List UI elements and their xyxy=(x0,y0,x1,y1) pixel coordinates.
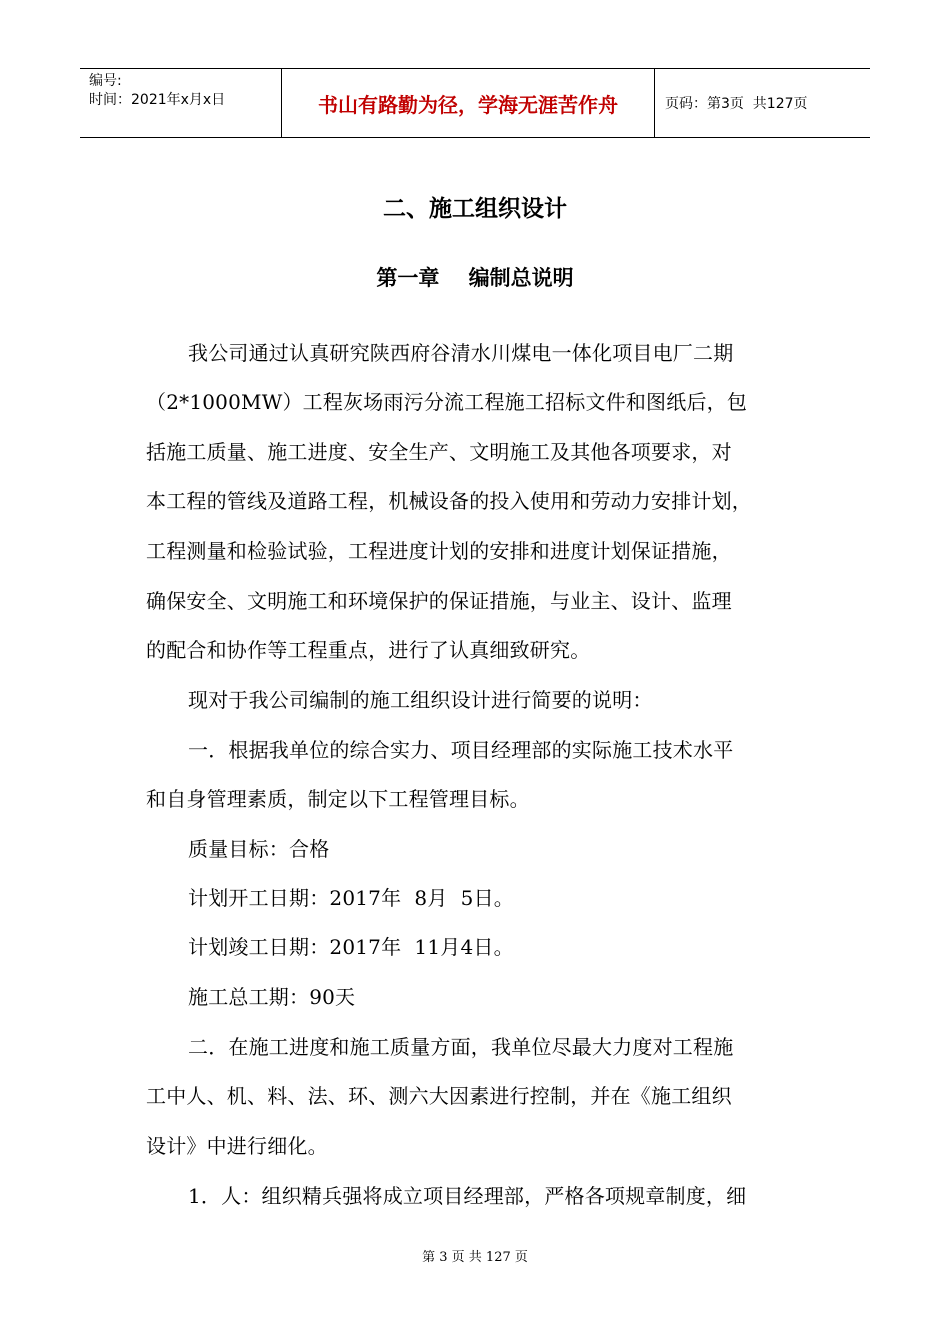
body-line: 一．根据我单位的综合实力、项目经理部的实际施工技术水平 xyxy=(188,738,734,762)
body-line: 本工程的管线及道路工程，机械设备的投入使用和劳动力安排计划， xyxy=(146,489,752,513)
header-motto-cell xyxy=(282,69,655,137)
body-line: 确保安全、文明施工和环境保护的保证措施，与业主、设计、监理 xyxy=(146,589,732,613)
header-motto: 书山有路勤为径，学海无涯苦作舟 xyxy=(318,92,618,117)
body-line: 计划竣工日期：2017年 11月4日。 xyxy=(188,935,514,959)
document-number-label: 编号: xyxy=(89,73,122,89)
body-line: 现对于我公司编制的施工组织设计进行简要的说明： xyxy=(188,688,653,712)
section-title: 二、施工组织设计 xyxy=(383,196,567,222)
header-meta xyxy=(80,69,282,137)
body-line: 我公司通过认真研究陕西府谷清水川煤电一体化项目电厂二期 xyxy=(188,341,734,365)
body-line: 质量目标：合格 xyxy=(188,837,330,861)
body-line: 1．人：组织精兵强将成立项目经理部，严格各项规章制度，细 xyxy=(188,1184,747,1208)
header-page-info: 页码：第3页 共127页 xyxy=(665,96,808,112)
body-line: 的配合和协作等工程重点，进行了认真细致研究。 xyxy=(146,638,591,662)
header-page-cell xyxy=(655,69,870,137)
page-footer: 第 3 页 共 127 页 xyxy=(422,1250,528,1265)
body-line: 设计》中进行细化。 xyxy=(146,1134,328,1158)
body-line: 工中人、机、料、法、环、测六大因素进行控制，并在《施工组织 xyxy=(146,1084,732,1108)
body-line: 二．在施工进度和施工质量方面，我单位尽最大力度对工程施 xyxy=(188,1035,734,1059)
body-line: （2*1000MW）工程灰场雨污分流工程施工招标文件和图纸后，包 xyxy=(146,390,748,414)
body-line: 计划开工日期：2017年 8月 5日。 xyxy=(188,886,514,910)
body-line: 括施工质量、施工进度、安全生产、文明施工及其他各项要求，对 xyxy=(146,440,732,464)
body-line: 工程测量和检验试验，工程进度计划的安排和进度计划保证措施， xyxy=(146,539,732,563)
page-header xyxy=(80,68,870,138)
body-line: 和自身管理素质，制定以下工程管理目标。 xyxy=(146,787,530,811)
document-date: 时间：2021年x月x日 xyxy=(89,92,226,108)
body-line: 施工总工期：90天 xyxy=(188,985,356,1009)
chapter-title: 第一章 编制总说明 xyxy=(376,266,574,290)
